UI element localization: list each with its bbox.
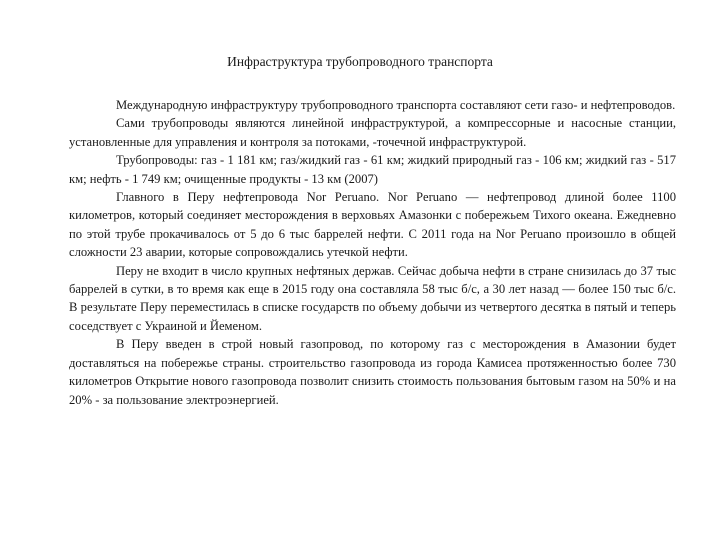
document-title: [0, 53, 720, 71]
paragraph-intro: Международную инфраструктуру трубопроводного транспорта составляют сети газо- и нефтепроводов.: [116, 98, 676, 112]
paragraph-infrastructure: Сами трубопроводы являются линейной инфраструктурой, а компрессорные и насосные станции, установленные для управления и контроля за потоками, -точечной инфраструктурой.: [69, 116, 676, 149]
paragraph-oil-production: Перу не входит в число крупных нефтяных держав. Сейчас добыча нефти в стране снизилась до 37 тыс баррелей в сутки, в то время как еще в 2015 году она составляла 58 тыс б/с, а 30 лет назад — более 150 тыс б/с. В результате Перу переместилась в списке государств по объему добычи из четвертого десятка в пятый и теперь соседствует с Украиной и Йеменом.: [69, 263, 676, 333]
document-body: [69, 96, 676, 409]
paragraph-new-gas-pipeline: В Перу введен в строй новый газопровод, по которому газ с месторождения в Амазонии будет доставляться на побережье страны. строительство газопровода из города Камисеа протяженностью более 730 километров Открытие нового газопровода позволит снизить стоимость пользования бытовым газом на 50% и на 20% - за пользование электроэнергией.: [69, 337, 676, 407]
paragraph-nor-peruano: Главного в Перу нефтепровода Nor Peruano. Nor Peruano — нефтепровод длиной более 1100 километров, который соединяет месторождения в верховьях Амазонки с побережьем Тихого океана. Ежедневно по этой трубе прокачивалось от 5 до 6 тыс баррелей нефти. С 2011 года на Nor Peruano произошло в общей сложности 23 аварии, которые сопровождались утечкой нефти.: [69, 190, 676, 260]
paragraph-pipelines-lengths: Трубопроводы: газ - 1 181 км; газ/жидкий газ - 61 км; жидкий природный газ - 106 км; жидкий газ - 517 км; нефть - 1 749 км; очищенные продукты - 13 км (2007): [69, 153, 676, 186]
document-title-text: Инфраструктура трубопроводного транспорта: [227, 54, 493, 69]
